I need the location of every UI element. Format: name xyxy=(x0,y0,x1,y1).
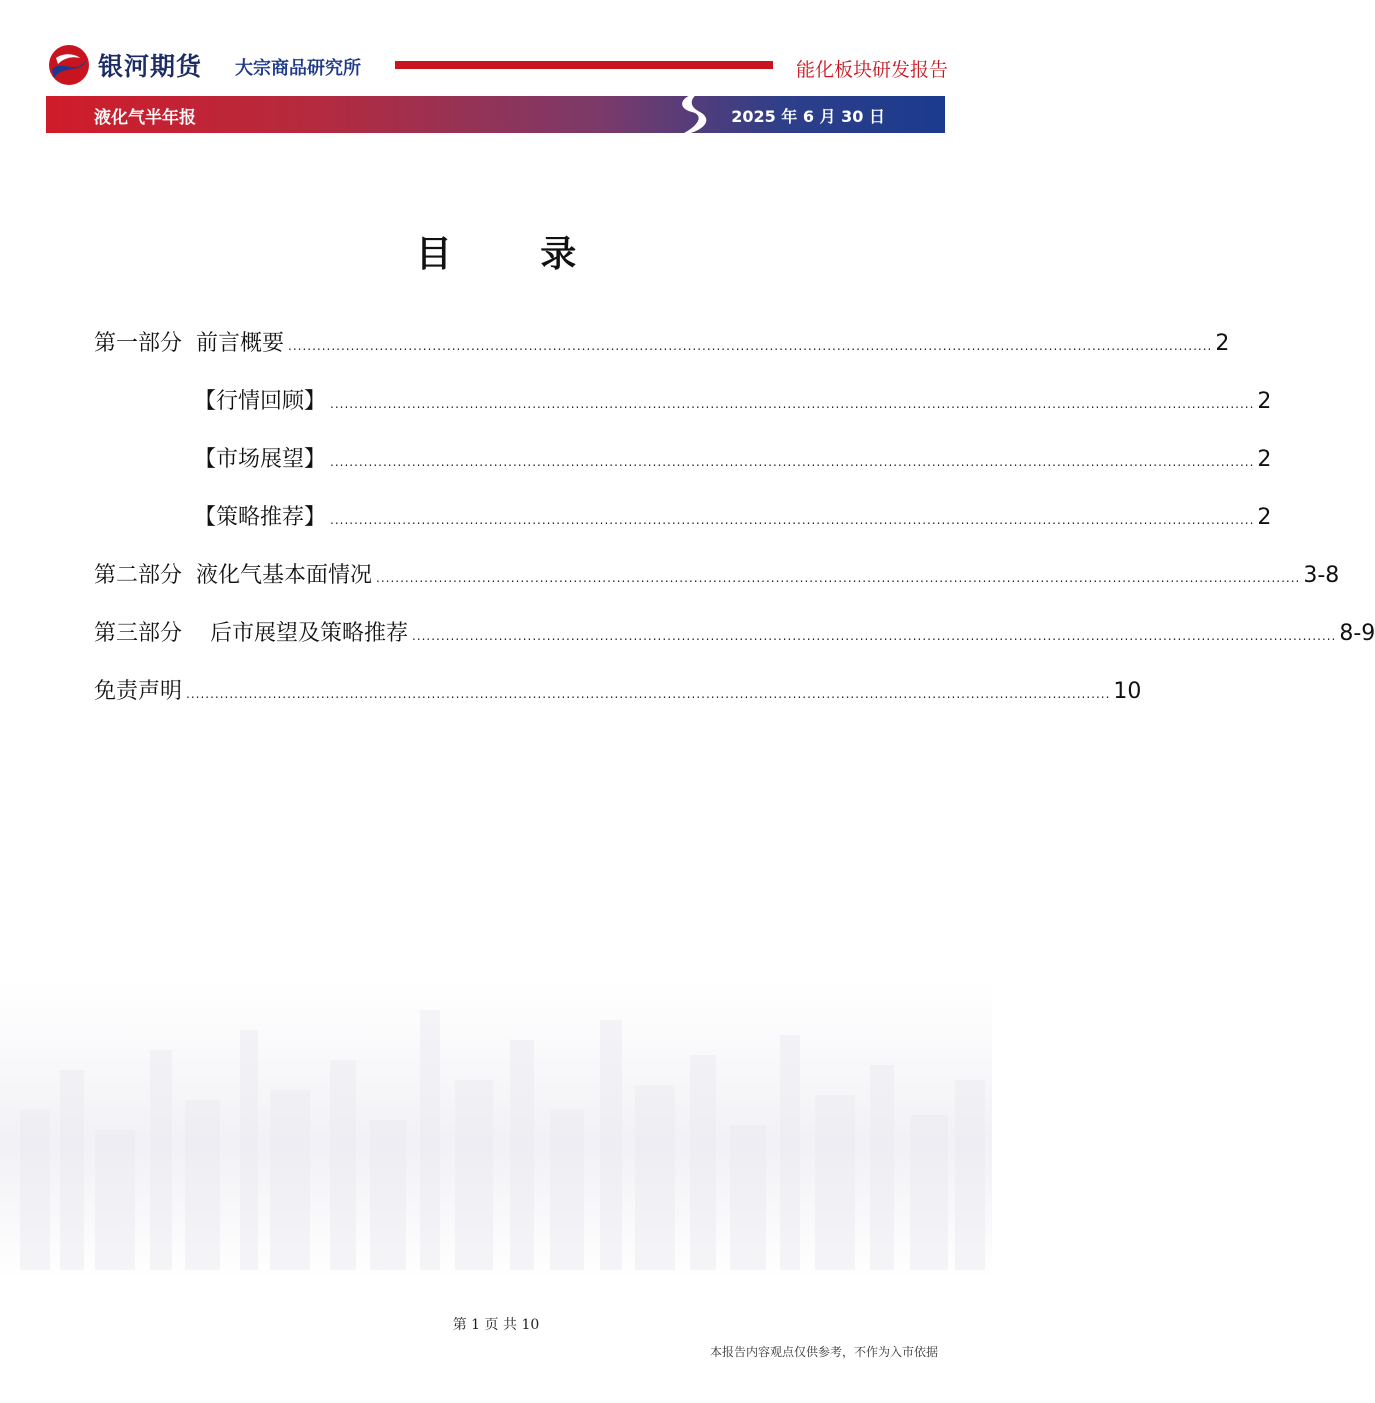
toc-entry-page: 2 xyxy=(1257,505,1272,530)
toc-leader-dots: ................................................................................................................................................................................................ xyxy=(330,455,1255,469)
page-indicator: 第 1 页 共 10 xyxy=(452,1317,540,1333)
toc-entry-page: 2 xyxy=(1257,389,1272,414)
swoosh-logo-icon xyxy=(670,90,714,138)
header-banner xyxy=(46,96,945,133)
toc-entry-strategy[interactable] xyxy=(194,500,1272,531)
toc-entry-page: 2 xyxy=(1215,331,1230,356)
toc-leader-dots: ................................................................................................................................................................................................ xyxy=(186,687,1111,701)
report-sector: 能化板块研发报告 xyxy=(795,59,948,81)
toc-leader-dots: ................................................................................................................................................................................................ xyxy=(330,513,1255,527)
toc-leader-dots: ................................................................................................................................................................................................ xyxy=(376,571,1301,585)
toc-entry-disclaimer[interactable] xyxy=(94,674,1142,705)
toc-entry-page: 8-9 xyxy=(1339,621,1375,646)
toc-entry-label: 第三部分 后市展望及策略推荐 xyxy=(94,621,408,646)
toc-entry-market-review[interactable] xyxy=(194,384,1272,415)
toc-entry-label: 【策略推荐】 xyxy=(194,505,327,530)
galaxy-logo-icon xyxy=(46,44,92,86)
toc-entry-label: 第二部分 液化气基本面情况 xyxy=(94,563,372,588)
footer-disclaimer: 本报告内容观点仅供参考，不作为入市依据 xyxy=(709,1345,938,1359)
toc-entry-market-outlook[interactable] xyxy=(194,442,1272,473)
toc-entry-label: 第一部分 前言概要 xyxy=(94,331,284,356)
toc-entry-page: 3-8 xyxy=(1303,563,1340,588)
toc-entry-fundamentals[interactable] xyxy=(94,558,1340,589)
toc-entry-outlook-strategy[interactable] xyxy=(94,616,1375,647)
report-type: 液化气半年报 xyxy=(94,108,196,128)
toc-entry-label: 【市场展望】 xyxy=(194,447,327,472)
header-divider xyxy=(395,61,773,69)
toc-leader-dots: ................................................................................................................................................................................................ xyxy=(330,397,1255,411)
toc-entry-label: 【行情回顾】 xyxy=(194,389,327,414)
toc-entry-page: 10 xyxy=(1113,679,1142,704)
report-date: 2025 年 6 月 30 日 xyxy=(731,107,885,126)
toc-entry-label: 免责声明 xyxy=(94,679,183,704)
toc-entry-page: 2 xyxy=(1257,447,1272,472)
toc-entry-preface[interactable] xyxy=(94,326,1230,357)
toc-title: 目 录 xyxy=(415,234,615,275)
company-name: 银河期货 xyxy=(98,52,203,81)
toc-leader-dots: ................................................................................................................................................................................................ xyxy=(411,629,1337,643)
institute-name: 大宗商品研究所 xyxy=(235,58,361,79)
toc-leader-dots: ................................................................................................................................................................................................ xyxy=(288,339,1213,353)
skyline-watermark xyxy=(0,990,992,1270)
